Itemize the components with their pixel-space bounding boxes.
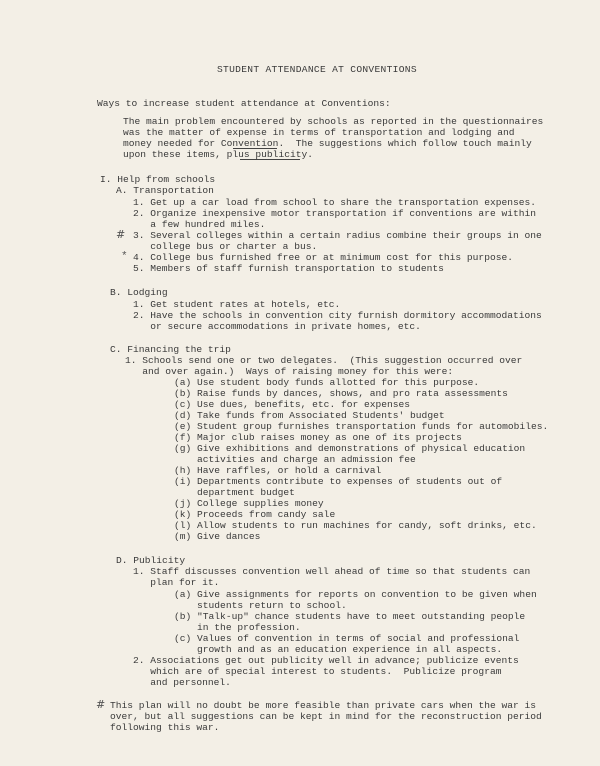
underline-convention (240, 159, 300, 160)
list-item: (l) Allow students to run machines for candy, soft drinks, etc. (174, 520, 537, 531)
list-item: 2. Associations get out publicity well in advance; publicize events (133, 655, 519, 666)
underline-expense (233, 148, 277, 149)
intro-heading: Ways to increase student attendance at Conventions: (97, 98, 391, 109)
hash-mark: # (116, 228, 126, 241)
section-c-heading: C. Financing the trip (110, 344, 231, 355)
list-item: or secure accommodations in private homes, etc. (133, 321, 421, 332)
list-item: (g) Give exhibitions and demonstrations of physical education (174, 443, 526, 454)
list-item: (i) Departments contribute to expenses of students out of (174, 476, 503, 487)
list-item: (e) Student group furnishes transportation funds for automobiles. (174, 421, 549, 432)
list-item: (a) Give assignments for reports on convention to be given when (174, 589, 537, 600)
list-item: 2. Organize inexpensive motor transportation if conventions are within (133, 208, 537, 219)
list-item: (k) Proceeds from candy sale (174, 509, 336, 520)
list-item: department budget (174, 487, 295, 498)
intro-line: money needed for Convention. The suggestions which follow touch mainly (123, 138, 532, 149)
list-item: plan for it. (133, 577, 220, 588)
list-item: and personnel. (133, 677, 231, 688)
list-item: a few hundred miles. (133, 219, 266, 230)
footnote-hash-mark: # (96, 698, 106, 711)
list-item: (f) Major club raises money as one of its projects (174, 432, 462, 443)
list-item: (h) Have raffles, or hold a carnival (174, 465, 382, 476)
list-item: in the profession. (174, 622, 301, 633)
list-item: (j) College supplies money (174, 498, 324, 509)
list-item: which are of special interest to students. Publicize program (133, 666, 502, 677)
list-item: 1. Get student rates at hotels, etc. (133, 299, 341, 310)
list-item: (c) Values of convention in terms of social and professional (174, 633, 520, 644)
section-b-heading: B. Lodging (110, 287, 168, 298)
list-item: students return to school. (174, 600, 347, 611)
list-item: and over again.) Ways of raising money for this were: (125, 366, 454, 377)
section-d-heading: D. Publicity (116, 555, 186, 566)
intro-line: upon these items, plus publicity. (123, 149, 313, 160)
list-item: 5. Members of staff furnish transportation to students (133, 263, 444, 274)
section-i-heading: I. Help from schools (100, 174, 216, 185)
footnote-line: over, but all suggestions can be kept in mind for the reconstruction period (110, 711, 542, 722)
footnote-line: This plan will no doubt be more feasible than private cars when the war is (110, 700, 537, 711)
list-item: 1. Get up a car load from school to share the transportation expenses. (133, 197, 537, 208)
list-item: 3. Several colleges within a certain radius combine their groups in one (133, 230, 542, 241)
star-mark: * (121, 251, 128, 263)
section-a-heading: A. Transportation (116, 185, 214, 196)
list-item: (b) "Talk-up" chance students have to meet outstanding people (174, 611, 526, 622)
list-item: (m) Give dances (174, 531, 261, 542)
footnote-line: following this war. (110, 722, 220, 733)
document-title: STUDENT ATTENDANCE AT CONVENTIONS (217, 64, 417, 75)
list-item: 2. Have the schools in convention city furnish dormitory accommodations (133, 310, 542, 321)
intro-line: The main problem encountered by schools as reported in the questionnaires (123, 116, 544, 127)
list-item: (a) Use student body funds allotted for this purpose. (174, 377, 480, 388)
list-item: (c) Use dues, benefits, etc. for expenses (174, 399, 411, 410)
list-item: (b) Raise funds by dances, shows, and pro rata assessments (174, 388, 508, 399)
list-item: college bus or charter a bus. (133, 241, 318, 252)
list-item: 1. Schools send one or two delegates. (This suggestion occurred over (125, 355, 523, 366)
list-item: growth and as an education experience in all aspects. (174, 644, 503, 655)
list-item: 4. College bus furnished free or at minimum cost for this purpose. (133, 252, 513, 263)
list-item: 1. Staff discusses convention well ahead of time so that students can (133, 566, 531, 577)
list-item: activities and charge an admission fee (174, 454, 416, 465)
list-item: (d) Take funds from Associated Students' budget (174, 410, 445, 421)
intro-line: was the matter of expense in terms of transportation and lodging and (123, 127, 515, 138)
